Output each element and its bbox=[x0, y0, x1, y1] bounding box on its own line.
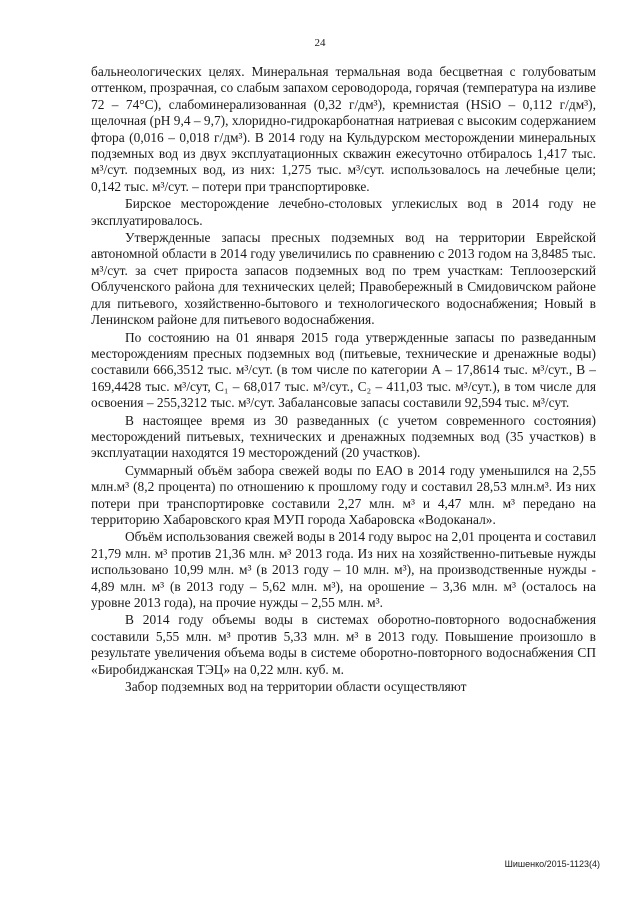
paragraph-groundwater-intake: Забор подземных вод на территории области осуществляют bbox=[125, 679, 467, 695]
paragraph-thermal-water: бальнеологических целях. Минеральная термальная вода бесцветная с голубоватым оттенком, прозрачная, со слабым запахом сероводорода, горячая (температура на изливе 72 – 74°С), слабоминерализованная (0,32 г/дм³), кремнистая (HSiO – 0,112 г/дм³), щелочная (рН 9,4 – 9,7), хлоридно-гидрокарбонатная натриевая с высоким содержанием фтора (0,016 – 0,018 г/дм³). В 2014 году на Кульдурском месторождении минеральных подземных вод из двух эксплуатационных скважин ежесуточно отбиралось 1,417 тыс. м³/сут. подземных вод, из них: 1,275 тыс. м³/сут. использовалось на лечебные цели; 0,142 тыс. м³/сут. – потери при транспортировке. bbox=[91, 64, 597, 194]
paragraph-water-intake: Суммарный объём забора свежей воды по ЕАО в 2014 году уменьшился на 2,55 млн.м³ (8,2 процента) по отношению к прошлому году и составил 28,53 млн.м³. Из них потери при транспортировке составили 2,27 млн. м³ и 4,47 млн. м³ передано на территорию Хабаровского края МУП города Хабаровска «Водоканал». bbox=[91, 462, 596, 527]
footer-document-code: Шишенко/2015-1123(4) bbox=[504, 859, 600, 869]
page-number: 24 bbox=[314, 37, 326, 49]
paragraph-birskoe-deposit: Бирское месторождение лечебно-столовых углекислых вод в 2014 году не эксплуатировалось. bbox=[91, 196, 596, 228]
paragraph-recycling-systems: В 2014 году объемы воды в системах оборотно-повторного водоснабжения составили 5,55 млн. м³ против 5,33 млн. м³ в 2013 году. Повышение произошло в результате увеличения объема воды в системе оборотно-повторного водоснабжения СП «Биробиджанская ТЭЦ» на 0,22 млн. куб. м. bbox=[91, 612, 596, 677]
document-body bbox=[91, 64, 596, 695]
paragraph-reserves-2015: По состоянию на 01 января 2015 года утвержденные запасы по разведанным месторождениям пресных подземных вод (питьевые, технические и дренажные воды) составили 666,3512 тыс. м³/сут. (в том числе по категории А – 17,8614 тыс. м³/сут., В – 169,4428 тыс. м³/сут, С₁ – 68,017 тыс. м³/сут., С₂ – 411,03 тыс. м³/сут.), в том числе для освоения – 255,3212 тыс. м³/сут. Забалансовые запасы составили 92,594 тыс. м³/сут. bbox=[91, 329, 596, 411]
paragraph-explored-deposits: В настоящее время из 30 разведанных (с учетом современного состояния) месторождений питьевых, технических и дренажных подземных вод (35 участков) в эксплуатации находятся 19 месторождений (20 участков). bbox=[91, 412, 596, 461]
paragraph-approved-reserves-increase: Утвержденные запасы пресных подземных вод на территории Еврейской автономной области в 2014 году увеличились по сравнению с 2013 годом на 3,8485 тыс. м³/сут. за счет прироста запасов подземных вод по трем участкам: Теплоозерский Облученского района для технических целей; Правобережный в Смидовичском районе для питьевого, хозяйственно-бытового и технологического водоснабжения; Новый в Ленинском районе для питьевого водоснабжения. bbox=[91, 230, 596, 328]
paragraph-water-use: Объём использования свежей воды в 2014 году вырос на 2,01 процента и составил 21,79 млн. м³ против 21,36 млн. м³ 2013 года. Из них на хозяйственно-питьевые нужды использовано 10,99 млн. м³ (в 2013 году – 10 млн. м³), на производственные нужды - 4,89 млн. м³ (в 2013 году – 5,62 млн. м³), на орошение – 3,36 млн. м³ (осталось на уровне 2013 года), на прочие нужды – 2,55 млн. м³. bbox=[91, 529, 597, 610]
